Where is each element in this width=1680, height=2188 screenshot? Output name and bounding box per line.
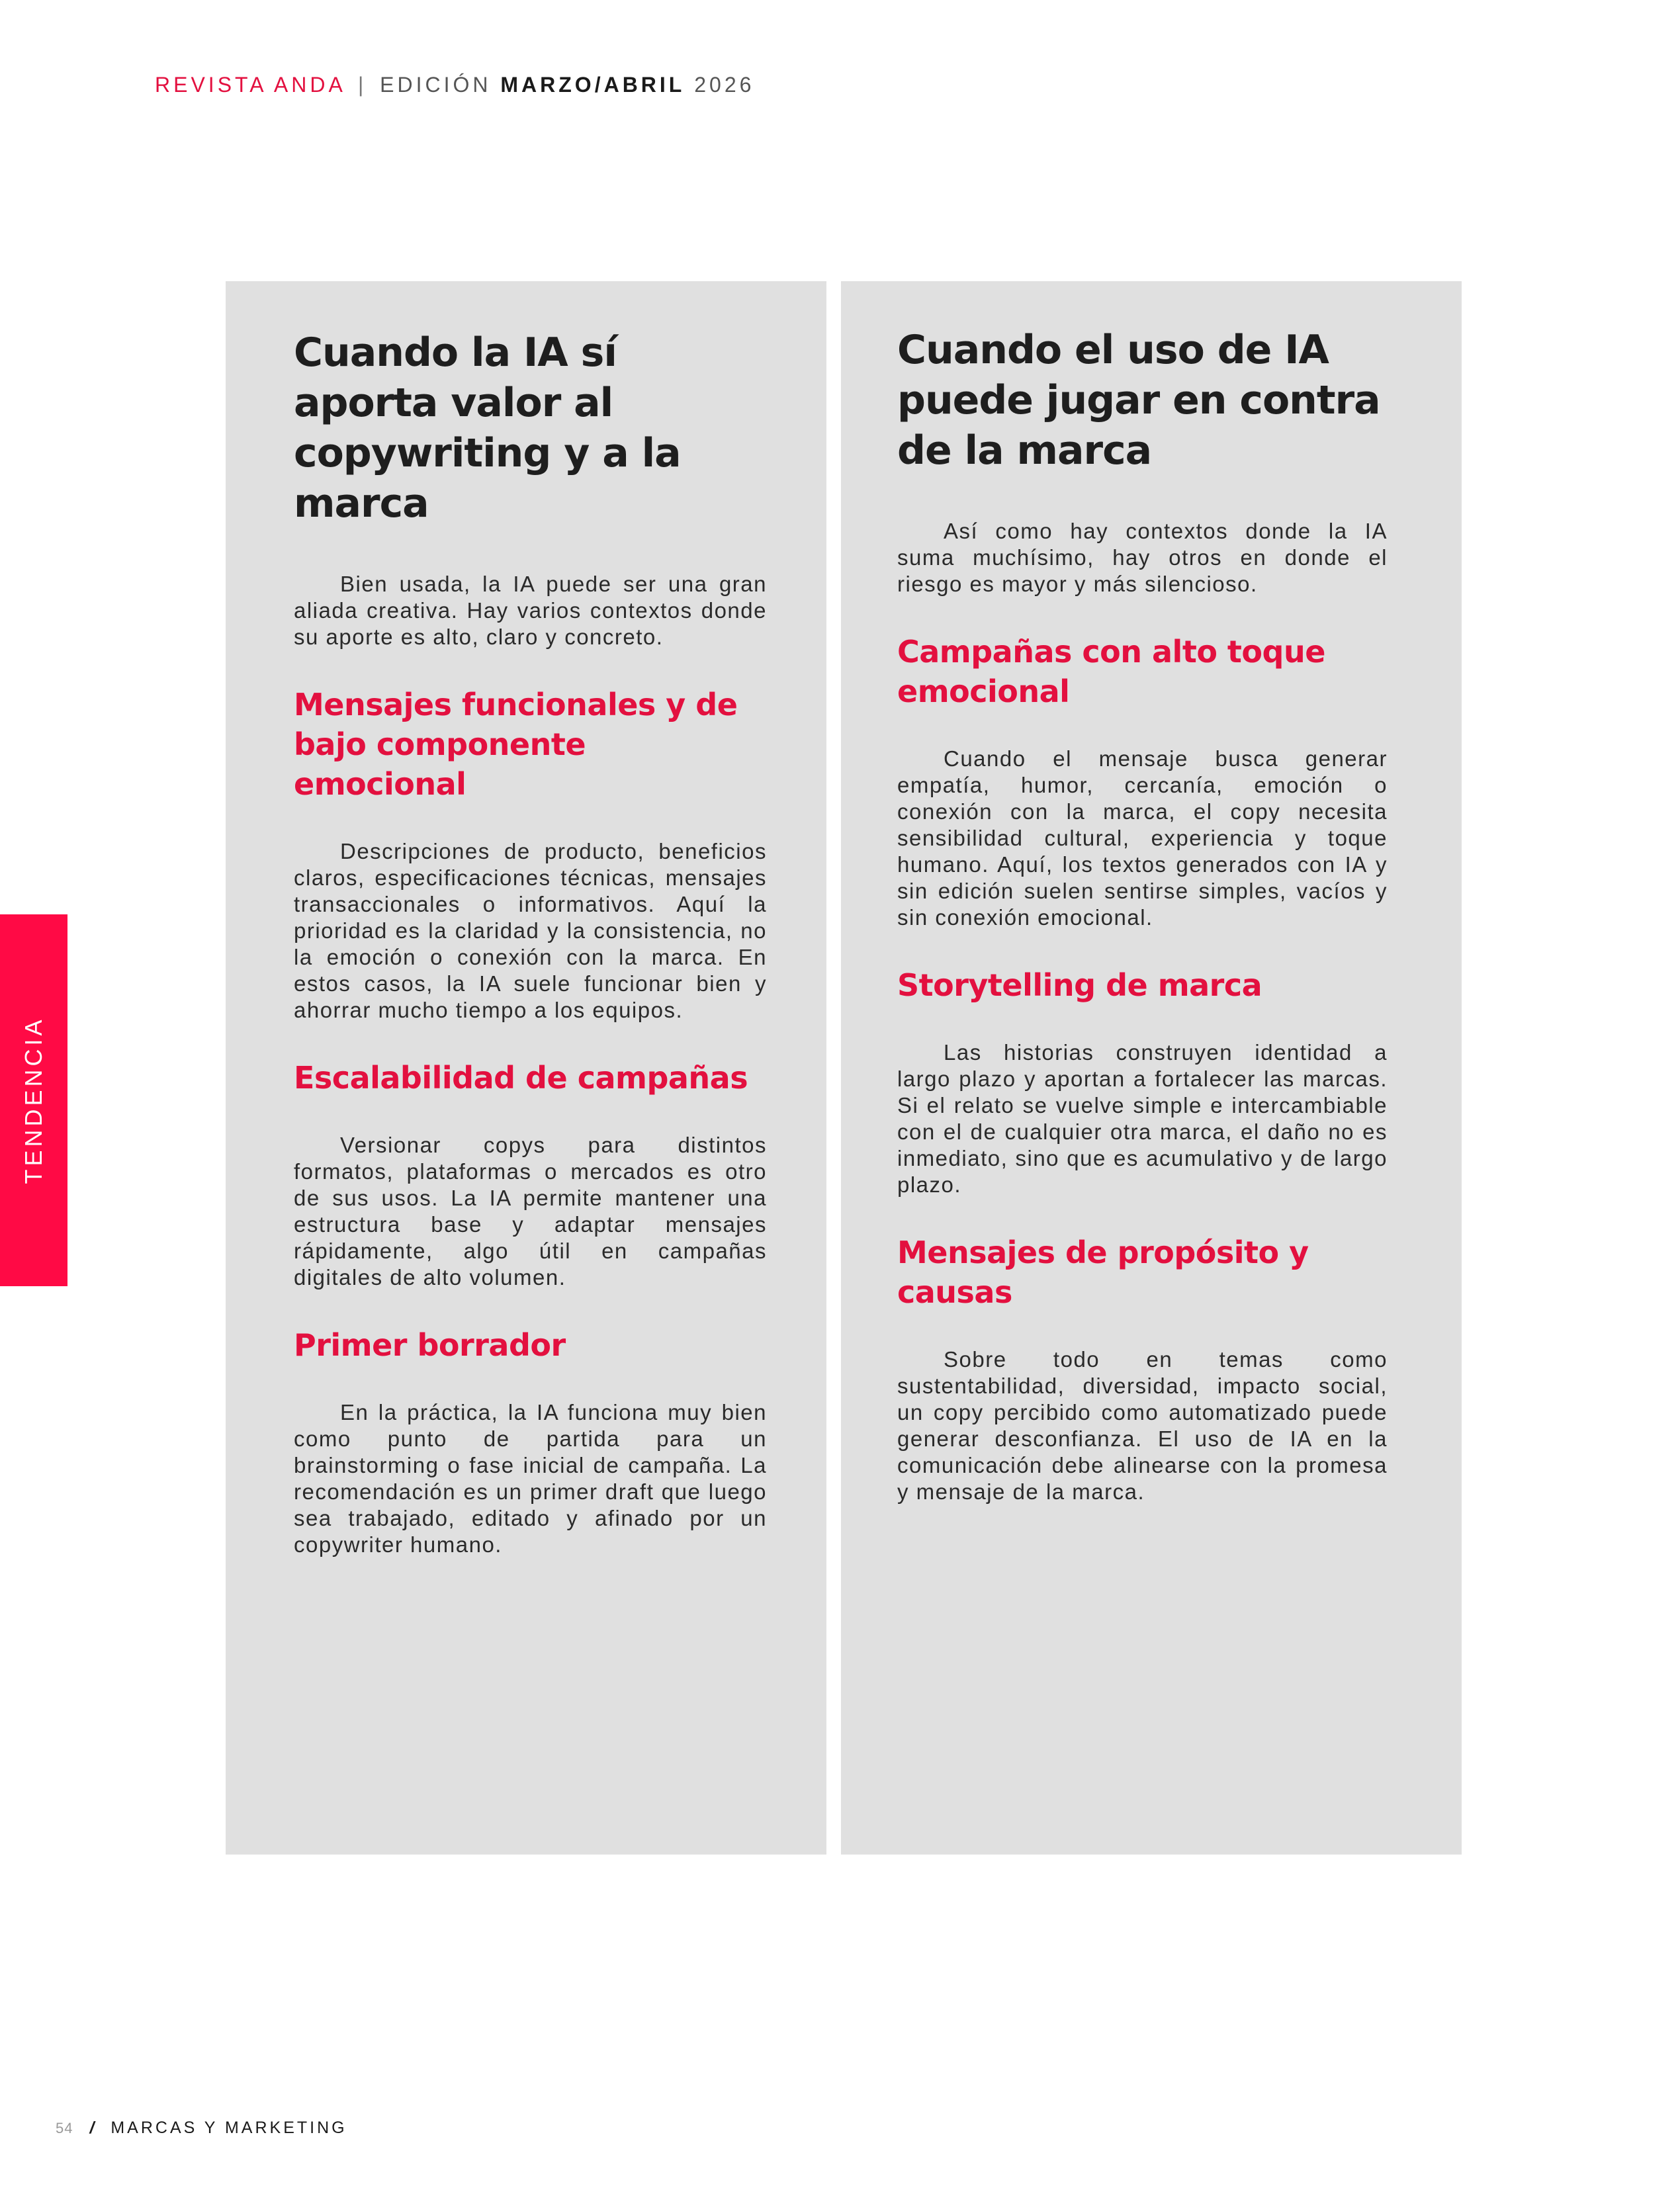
left-section-heading: Escalabilidad de campañas bbox=[294, 1060, 748, 1096]
right-section-body: Cuando el mensaje busca generar empatía, humor, cercanía, emoción o conexión con la marca, el copy necesita sensibilidad cultural, experiencia y toque humano. Aquí, los textos generados con IA y sin edición suelen sentirse simples, vacíos y sin conexión emocional. bbox=[897, 746, 1388, 930]
left-section-body: En la práctica, la IA funciona muy bien como punto de partida para un brainstorming o fase inicial de campaña. La recomendación es un primer draft que luego sea trabajado, editado y afinado por un copywriter humano. bbox=[294, 1400, 767, 1557]
magazine-name: REVISTA ANDA bbox=[155, 73, 345, 97]
header-separator: | bbox=[357, 73, 367, 97]
right-section-body: Sobre todo en temas como sustentabilidad, diversidad, impacto social, un copy percibido como automatizado puede generar desconfianza. El uso de IA en la comunicación debe alinearse con la promesa y mensaje de la marca. bbox=[897, 1347, 1388, 1504]
left-section-heading: Mensajes funcionales y de bajo componente emocional bbox=[294, 687, 738, 802]
left-column-title: Cuando la IA sí aporta valor al copywriting y a la marca bbox=[294, 329, 681, 527]
edition-year: 2026 bbox=[694, 73, 755, 97]
left-section-body: Versionar copys para distintos formatos, plataformas o mercados es otro de sus usos. La IA permite mantener una estructura base y adaptar mensajes rápidamente, algo útil en campañas digitales de alto volumen. bbox=[294, 1133, 767, 1290]
right-section-body: Las historias construyen identidad a largo plazo y aportan a fortalecer las marcas. Si el relato se vuelve simple e intercambiable con el de cualquier otra marca, el daño no es inmediato, sino que es acumulativo y de largo plazo. bbox=[897, 1040, 1388, 1197]
page-number: 54 bbox=[56, 2120, 73, 2136]
left-section-body: Descripciones de producto, beneficios claros, especificaciones técnicas, mensajes transaccionales o informativos. Aquí la prioridad es la claridad y la consistencia, no la emoción o conexión con la marca. En estos casos, la IA suele funcionar bien y ahorrar mucho tiempo a los equipos. bbox=[294, 839, 767, 1022]
left-column-panel bbox=[226, 281, 826, 1855]
running-header bbox=[155, 73, 754, 97]
left-column-intro: Bien usada, la IA puede ser una gran aliada creativa. Hay varios contextos donde su aporte es alto, claro y concreto. bbox=[294, 572, 767, 649]
right-section-heading: Mensajes de propósito y causas bbox=[897, 1235, 1309, 1310]
side-tab-label: TENDENCIA bbox=[20, 1016, 47, 1184]
edition-label: EDICIÓN bbox=[380, 73, 492, 97]
left-section-heading: Primer borrador bbox=[294, 1327, 566, 1363]
right-section-heading: Storytelling de marca bbox=[897, 967, 1262, 1003]
right-column-title: Cuando el uso de IA puede jugar en contra de la marca bbox=[897, 327, 1380, 474]
footer-section-name: MARCAS Y MARKETING bbox=[111, 2119, 347, 2137]
right-section-heading: Campañas con alto toque emocional bbox=[897, 634, 1325, 709]
section-side-tab bbox=[0, 914, 67, 1286]
edition-month: MARZO/ABRIL bbox=[500, 73, 685, 97]
right-column-panel bbox=[841, 281, 1462, 1855]
footer-slash: / bbox=[89, 2119, 97, 2137]
right-column-intro: Así como hay contextos donde la IA suma muchísimo, hay otros en donde el riesgo es mayor y más silencioso. bbox=[897, 519, 1388, 596]
page-footer bbox=[56, 2119, 347, 2138]
